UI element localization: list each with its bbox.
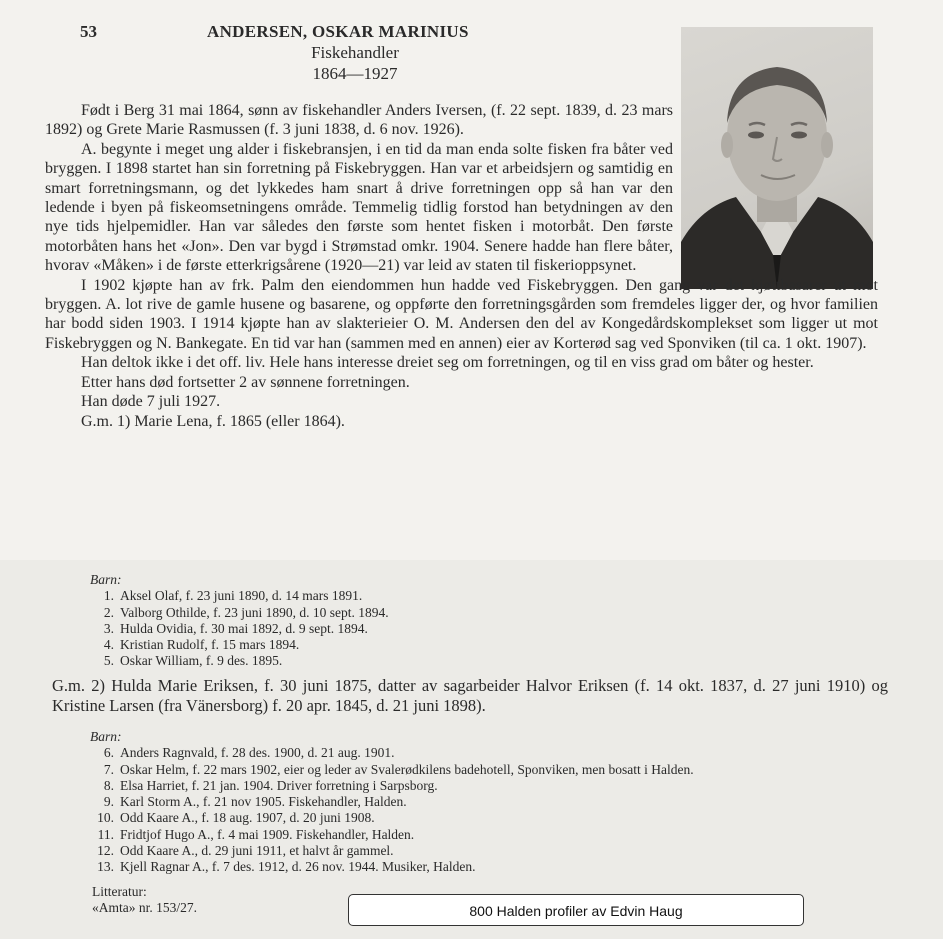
list-item: 5. Oskar William, f. 9 des. 1895. (103, 653, 283, 669)
list-item: 7. Oskar Helm, f. 22 mars 1902, eier og leder av Svalerødkilens badehotell, Sponviken, men bosatt i Halden. (103, 761, 694, 777)
entry-name: ANDERSEN, OSKAR MARINIUS (207, 22, 469, 41)
list-item: 8. Elsa Harriet, f. 21 jan. 1904. Driver forretning i Sarpsborg. (103, 777, 438, 793)
list-item: 2. Valborg Othilde, f. 23 juni 1890, d. 10 sept. 1894. (103, 604, 389, 620)
literature-source: «Amta» nr. 153/27. (92, 900, 197, 915)
list-item: 11. Fridtjof Hugo A., f. 4 mai 1909. Fiskehandler, Halden. (97, 826, 415, 842)
caption-box: 800 Halden profiler av Edvin Haug (348, 894, 804, 926)
marriage2-paragraph: G.m. 2) Hulda Marie Eriksen, f. 30 juni 1875, datter av sagarbeider Halvor Eriksen (f. 14 okt. 1837, d. 27 juni 1910) og Kristine Larsen (fra Vänersborg) f. 20 apr. 1845, d. 21 juni 1898). (52, 676, 888, 715)
paragraph-death: Han døde 7 juli 1927. (81, 393, 221, 411)
list-item: 10. Odd Kaare A., f. 18 aug. 1907, d. 20 juni 1908. (97, 810, 375, 826)
literature-label: Litteratur: (92, 884, 147, 899)
list-item: 9. Karl Storm A., f. 21 nov 1905. Fiskehandler, Halden. (103, 794, 407, 810)
list-item: 3. Hulda Ovidia, f. 30 mai 1892, d. 9 sept. 1894. (103, 620, 368, 636)
list-item: 13. Kjell Ragnar A., f. 7 des. 1912, d. 26 nov. 1944. Musiker, Halden. (97, 859, 476, 875)
children-label: Barn: (90, 729, 122, 744)
list-item: 1. Aksel Olaf, f. 23 juni 1890, d. 14 mars 1891. (103, 588, 363, 604)
paragraph-birth: Født i Berg 31 mai 1864, sønn av fiskehandler Anders Iversen, (f. 22 sept. 1839, d. 23 mars 1892) og Grete Marie Rasmussen (f. 3 juni 1838, d. 6 nov. 1926). (45, 102, 673, 139)
literature (92, 884, 197, 916)
life-years: 1864—1927 (312, 64, 398, 83)
children-list-2 (90, 729, 694, 876)
children-list-1 (90, 572, 389, 670)
paragraph-successors: Etter hans død fortsetter 2 av sønnene forretningen. (81, 373, 410, 391)
list-item: 12. Odd Kaare A., d. 29 juni 1911, et halvt år gammel. (97, 843, 394, 859)
entry-number: 53 (80, 22, 97, 41)
paragraph-marriage1: G.m. 1) Marie Lena, f. 1865 (eller 1864). (81, 412, 345, 430)
paragraph-interests: Han deltok ikke i det off. liv. Hele hans interesse dreiet seg om forretningen, og til en viss grad om båter og hester. (81, 354, 814, 372)
list-item: 4. Kristian Rudolf, f. 15 mars 1894. (103, 637, 300, 653)
paragraph-property: I 1902 kjøpte han av frk. Palm den eiendommen hun hadde ved Fiskebryggen. Den gang var det kjøttbasarer ut mot bryggen. A. lot rive de gamle husene og basarene, og oppførte den forretningsgården som fremdeles ligger der, og hvor familien har bodd siden 1903. I 1914 kjøpte han av slakterieier O. M. Andersen den del av Kongedårdskomplekset som ligger ut mot Fiskebryggen og N. Bankegate. En tid var han (sammen med en annen) eier av Korterød sag ved Sponviken (til ca. 1 okt. 1907). (45, 276, 878, 352)
paragraph-career: A. begynte i meget ung alder i fiskebransjen, i en tid da man enda solte fisken fra båter ved bryggen. I 1898 startet han sin forretning på Fiskebryggen. Han var et arbeidsjern og samtidig en smart forretningsmann, og det lykkedes ham snart å drive forretningen opp så han var den ledende i byen på fiskeomsetningens område. Temmelig tidlig forstod han betydningen av den nye tids hjelpemidler. Han var således den første som hentet fisken i motorbåt. Den første motorbåten hans het «Jon». Den var bygd i Strømstad omkr. 1904. Senere hadde han flere båter, hvorav «Måken» i de første etterkrigsårene (1920—21) var leid av staten til fiskerioppsynet. (45, 140, 673, 275)
biography-text (45, 101, 878, 431)
children-label: Barn: (90, 572, 122, 587)
list-item: 6. Anders Ragnvald, f. 28 des. 1900, d. 21 aug. 1901. (103, 745, 395, 761)
occupation: Fiskehandler (311, 43, 399, 62)
